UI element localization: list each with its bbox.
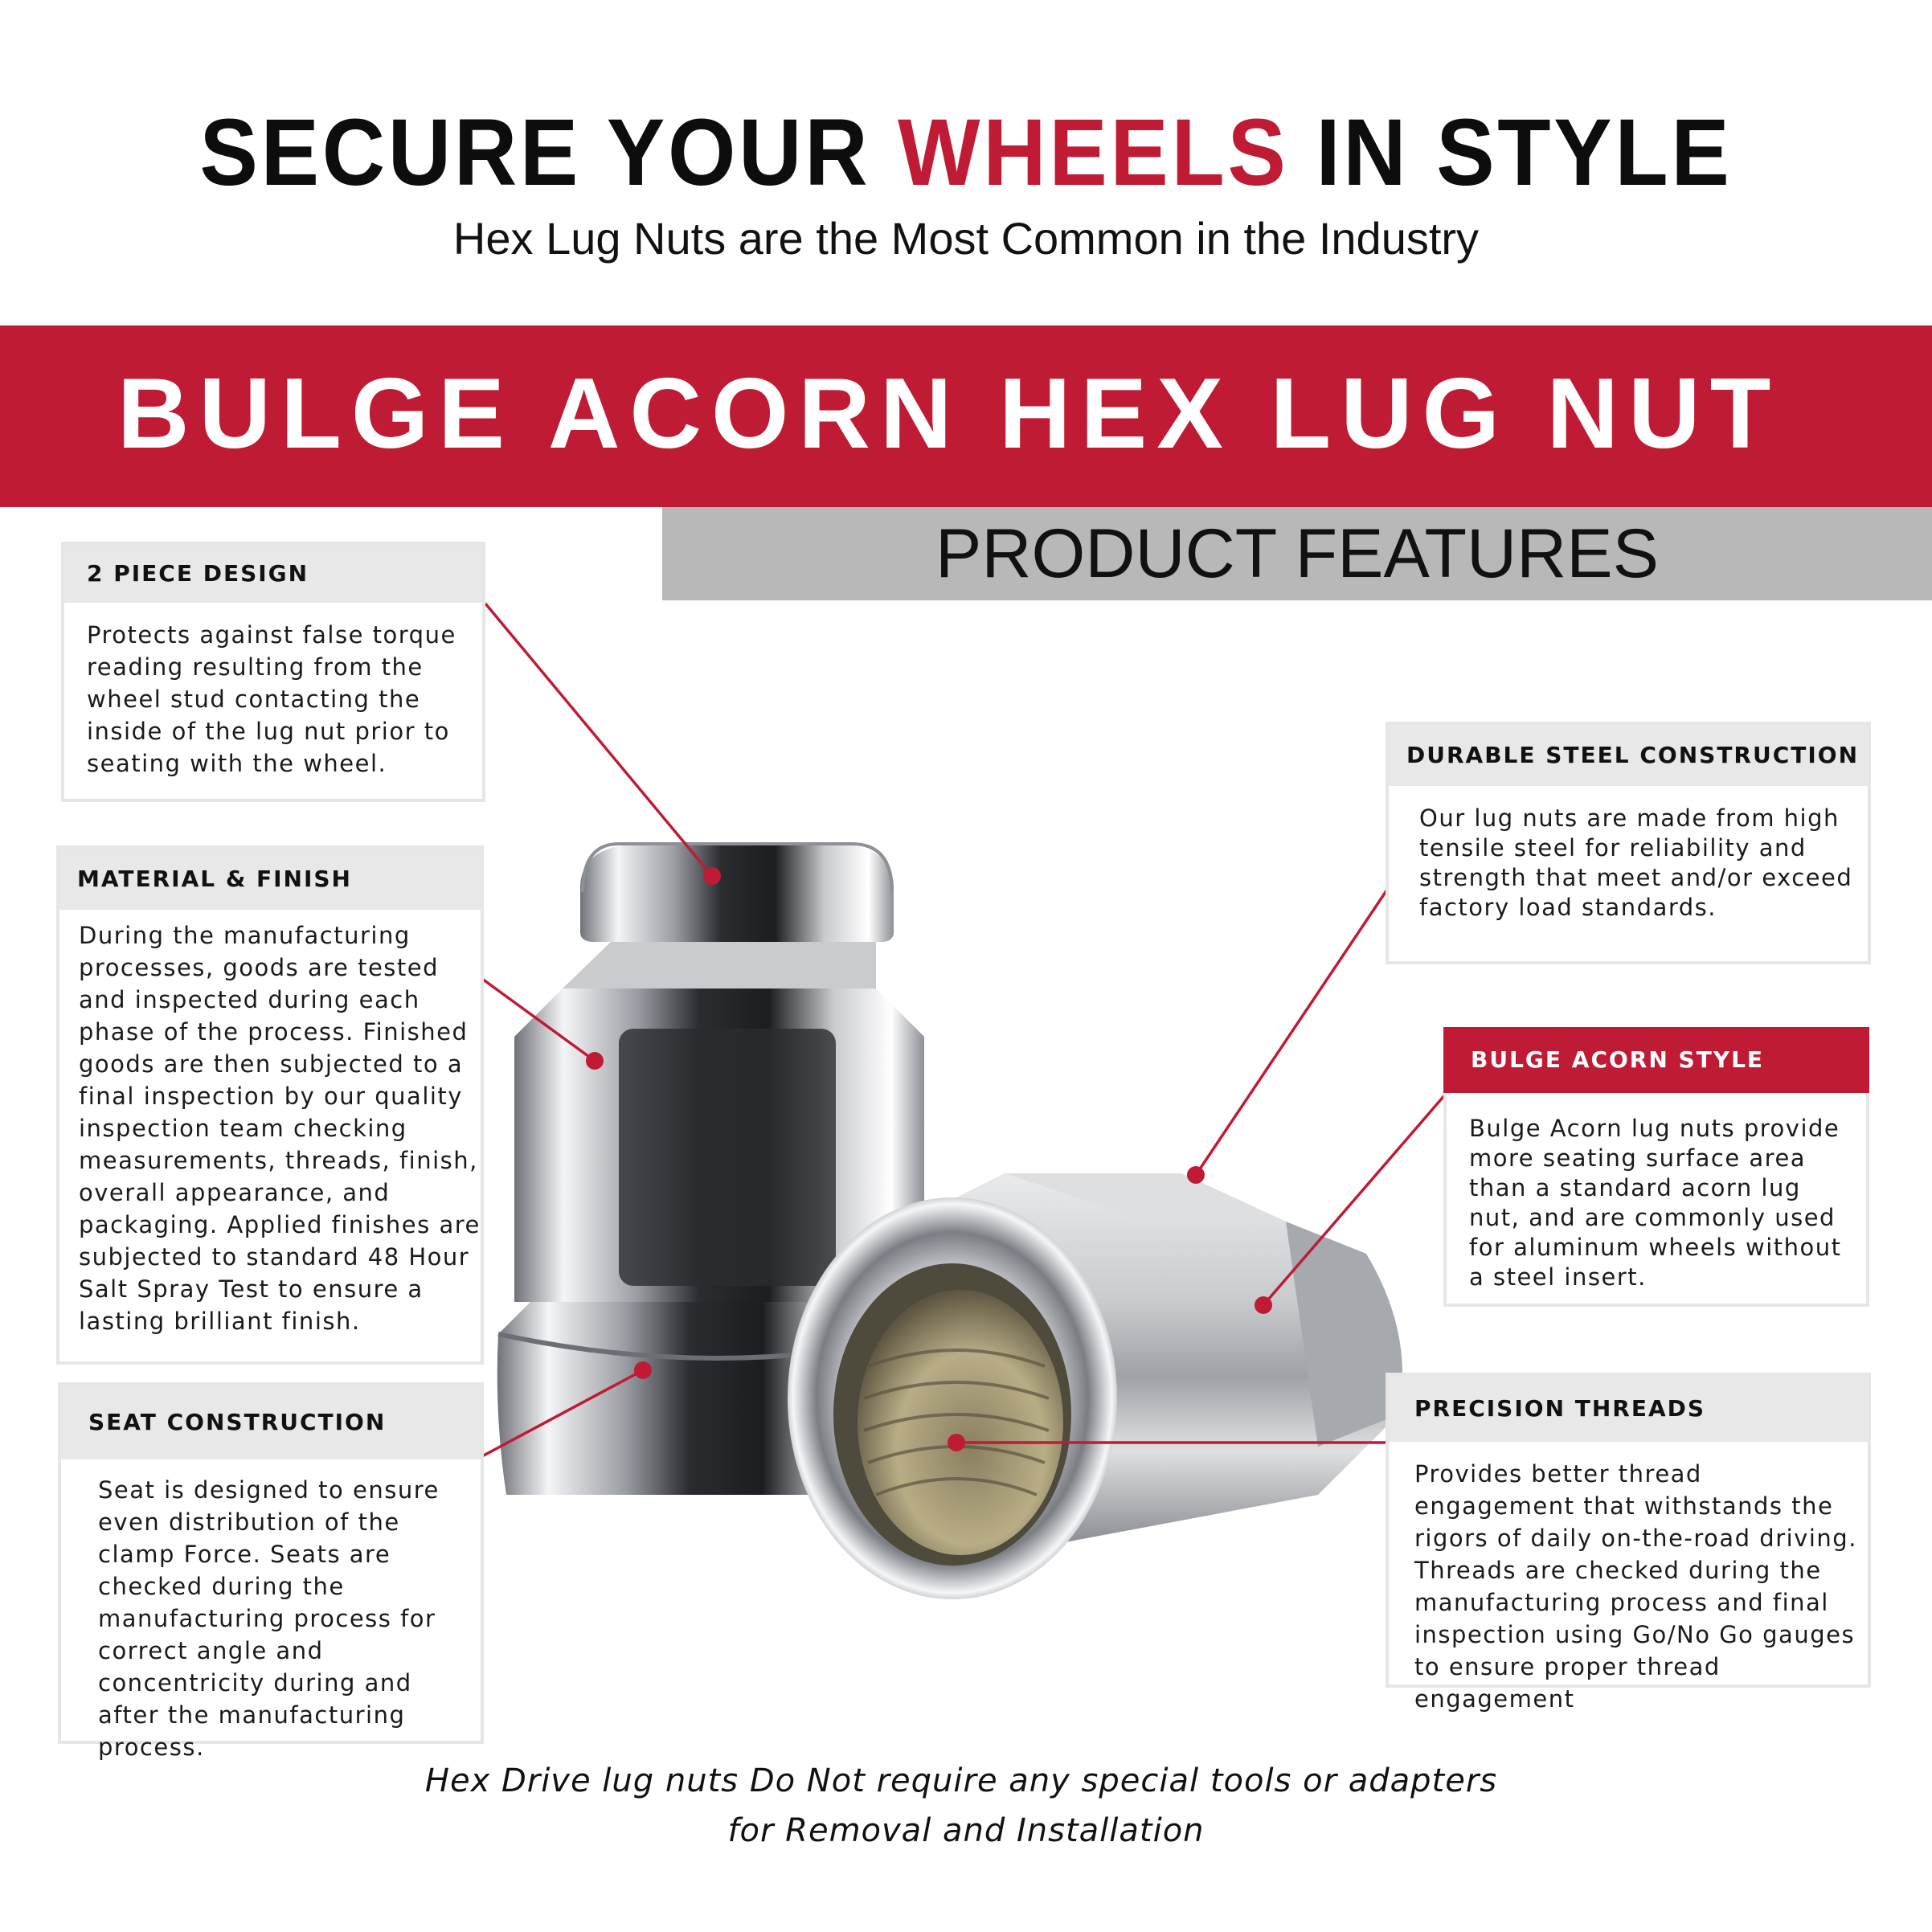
- feature-title: DURABLE STEEL CONSTRUCTION: [1389, 725, 1868, 786]
- feature-description: Bulge Acorn lug nuts provide more seating surface area than a standard acorn lug nut, and are commonly used for aluminum wheels without a steel insert.: [1469, 1115, 1842, 1291]
- feature-card-bulge-acorn: [1443, 1027, 1869, 1307]
- feature-description: Our lug nuts are made from high tensile steel for reliability and strength that meet and/or exceed factory load standards.: [1419, 804, 1853, 921]
- feature-title: MATERIAL & FINISH: [59, 849, 481, 910]
- feature-card-seat-construction: [58, 1382, 484, 1761]
- section-title: PRODUCT FEATURES: [935, 515, 1659, 592]
- feature-title: BULGE ACORN STYLE: [1443, 1027, 1869, 1093]
- feature-description: Seat is designed to ensure even distribution of the clamp Force. Seats are checked during the manufacturing process for correct angle and concentricity during and after the manufacturing process.: [98, 1476, 440, 1761]
- footer-line-1: Hex Drive lug nuts Do Not require any special tools or adapters: [424, 1762, 1498, 1799]
- headline-accent: WHEELS: [898, 100, 1289, 206]
- feature-description: During the manufacturing processes, goods are tested and inspected during each phase of the process. Finished goods are then subjected to a final inspection by our quality inspection team checking measurements, threads, finish, overall appearance, and packaging. Applied finishes are subjected to standard 48 Hour Salt Spray Test to ensure a lasting brilliant finish.: [79, 922, 481, 1335]
- feature-card-precision-threads: [1386, 1373, 1871, 1713]
- banner-title: BULGE ACORN HEX LUG NUT: [117, 358, 1781, 469]
- subheadline: Hex Lug Nuts are the Most Common in the Industry: [452, 213, 1480, 264]
- headline-post: IN STYLE: [1288, 100, 1733, 206]
- footer-line-2: for Removal and Installation: [727, 1812, 1205, 1849]
- feature-title: SEAT CONSTRUCTION: [61, 1386, 481, 1459]
- feature-card-durable-steel: [1386, 722, 1871, 964]
- feature-title: PRECISION THREADS: [1389, 1376, 1868, 1442]
- feature-card-2-piece-design: [61, 542, 485, 802]
- headline-pre: SECURE YOUR: [199, 100, 898, 206]
- footer-note: [0, 1756, 1932, 1856]
- feature-description: Provides better thread engagement that withstands the rigors of daily on-the-road driving. Threads are checked during the manufacturing process and final inspection using Go/No Go gauges to ensure proper thread engagement: [1414, 1460, 1857, 1713]
- lying-lug-nut: [788, 1173, 1402, 1599]
- feature-card-material-finish: [56, 845, 484, 1365]
- feature-title: 2 PIECE DESIGN: [64, 545, 482, 603]
- feature-description: Protects against false torque reading resulting from the wheel stud contacting the inside of the lug nut prior to seating with the wheel.: [87, 621, 456, 777]
